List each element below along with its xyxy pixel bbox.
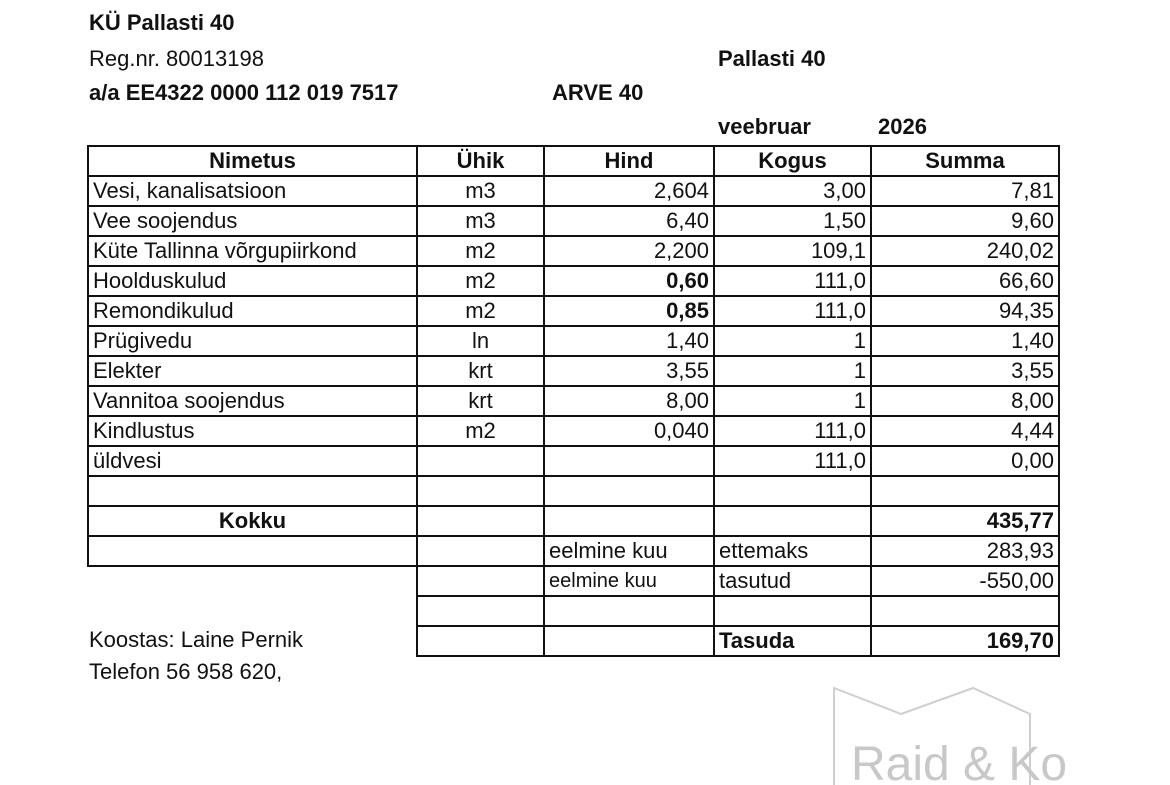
item-qty: 1	[714, 326, 871, 356]
item-price: 2,604	[544, 176, 714, 206]
item-sum: 3,55	[871, 356, 1059, 386]
item-price: 0,85	[544, 296, 714, 326]
paid-row	[88, 566, 1059, 596]
item-price	[544, 446, 714, 476]
column-header: Nimetus	[88, 146, 417, 176]
watermark-logo	[833, 688, 1068, 785]
header-row	[88, 146, 1059, 176]
table-cell	[544, 626, 714, 656]
item-unit: m2	[417, 266, 544, 296]
table-cell	[544, 596, 714, 626]
table-cell	[88, 476, 417, 506]
svg-text:Raid & Ko: Raid & Ko	[851, 738, 1068, 785]
invoice-number: ARVE 40	[552, 80, 644, 105]
item-price: 8,00	[544, 386, 714, 416]
item-sum: 8,00	[871, 386, 1059, 416]
due-value: 169,70	[871, 626, 1059, 656]
table-row	[88, 446, 1059, 476]
table-row	[88, 356, 1059, 386]
item-name: Vesi, kanalisatsioon	[88, 176, 417, 206]
item-price: 0,040	[544, 416, 714, 446]
reg-number: Reg.nr. 80013198	[89, 46, 264, 71]
table-cell	[871, 596, 1059, 626]
item-qty: 111,0	[714, 266, 871, 296]
total-row	[88, 506, 1059, 536]
item-sum: 240,02	[871, 236, 1059, 266]
item-name: Kindlustus	[88, 416, 417, 446]
item-qty: 111,0	[714, 296, 871, 326]
item-price: 6,40	[544, 206, 714, 236]
table-row	[88, 176, 1059, 206]
table-cell	[417, 566, 544, 596]
item-sum: 7,81	[871, 176, 1059, 206]
item-sum: 1,40	[871, 326, 1059, 356]
item-qty: 109,1	[714, 236, 871, 266]
item-sum: 94,35	[871, 296, 1059, 326]
paid-label: tasutud	[714, 566, 871, 596]
item-name: Elekter	[88, 356, 417, 386]
table-row	[88, 386, 1059, 416]
item-qty: 1	[714, 386, 871, 416]
prepay-row	[88, 536, 1059, 566]
table-row	[88, 416, 1059, 446]
item-price: 0,60	[544, 266, 714, 296]
invoice-table	[87, 145, 1060, 657]
item-name: Vannitoa soojendus	[88, 386, 417, 416]
table-cell	[88, 536, 417, 566]
table-row	[88, 206, 1059, 236]
item-qty: 111,0	[714, 416, 871, 446]
table-row	[88, 266, 1059, 296]
item-qty: 1	[714, 356, 871, 386]
item-qty: 111,0	[714, 446, 871, 476]
table-cell	[871, 476, 1059, 506]
table-cell	[417, 506, 544, 536]
table-cell	[417, 536, 544, 566]
item-sum: 66,60	[871, 266, 1059, 296]
table-row	[88, 236, 1059, 266]
item-qty: 1,50	[714, 206, 871, 236]
column-header: Ühik	[417, 146, 544, 176]
empty-row	[88, 476, 1059, 506]
item-unit: m3	[417, 206, 544, 236]
item-name: Vee soojendus	[88, 206, 417, 236]
table-cell	[417, 476, 544, 506]
phone: Telefon 56 958 620,	[89, 659, 283, 684]
paid-value: -550,00	[871, 566, 1059, 596]
item-sum: 0,00	[871, 446, 1059, 476]
item-name: Prügivedu	[88, 326, 417, 356]
item-price: 1,40	[544, 326, 714, 356]
column-header: Kogus	[714, 146, 871, 176]
item-unit: m2	[417, 236, 544, 266]
table-cell	[417, 596, 544, 626]
item-name: Remondikulud	[88, 296, 417, 326]
item-unit: krt	[417, 356, 544, 386]
item-price: 3,55	[544, 356, 714, 386]
table-cell	[417, 626, 544, 656]
paid-period: eelmine kuu	[544, 566, 714, 596]
item-unit: m3	[417, 176, 544, 206]
table-row	[88, 326, 1059, 356]
due-label: Tasuda	[714, 626, 871, 656]
prepay-value: 283,93	[871, 536, 1059, 566]
item-qty: 3,00	[714, 176, 871, 206]
column-header: Hind	[544, 146, 714, 176]
item-name: üldvesi	[88, 446, 417, 476]
table-cell	[544, 476, 714, 506]
table-cell	[714, 506, 871, 536]
item-name: Küte Tallinna võrgupiirkond	[88, 236, 417, 266]
item-unit: m2	[417, 296, 544, 326]
item-sum: 9,60	[871, 206, 1059, 236]
prepared-by: Koostas: Laine Pernik	[89, 627, 304, 652]
billing-month: veebruar	[718, 114, 811, 139]
prepay-period: eelmine kuu	[544, 536, 714, 566]
item-unit	[417, 446, 544, 476]
item-unit: m2	[417, 416, 544, 446]
bank-account: a/a EE4322 0000 112 019 7517	[89, 80, 399, 105]
item-unit: ln	[417, 326, 544, 356]
org-name: KÜ Pallasti 40	[89, 10, 235, 35]
table-cell	[88, 596, 417, 626]
item-unit: krt	[417, 386, 544, 416]
column-header: Summa	[871, 146, 1059, 176]
empty-row	[88, 596, 1059, 626]
billing-year: 2026	[878, 114, 927, 139]
table-cell	[714, 476, 871, 506]
item-price: 2,200	[544, 236, 714, 266]
table-cell	[714, 596, 871, 626]
table-cell	[544, 506, 714, 536]
prepay-label: ettemaks	[714, 536, 871, 566]
table-row	[88, 296, 1059, 326]
total-label: Kokku	[88, 506, 417, 536]
table-cell	[88, 566, 417, 596]
total-value: 435,77	[871, 506, 1059, 536]
address: Pallasti 40	[718, 46, 826, 71]
item-sum: 4,44	[871, 416, 1059, 446]
item-name: Hoolduskulud	[88, 266, 417, 296]
